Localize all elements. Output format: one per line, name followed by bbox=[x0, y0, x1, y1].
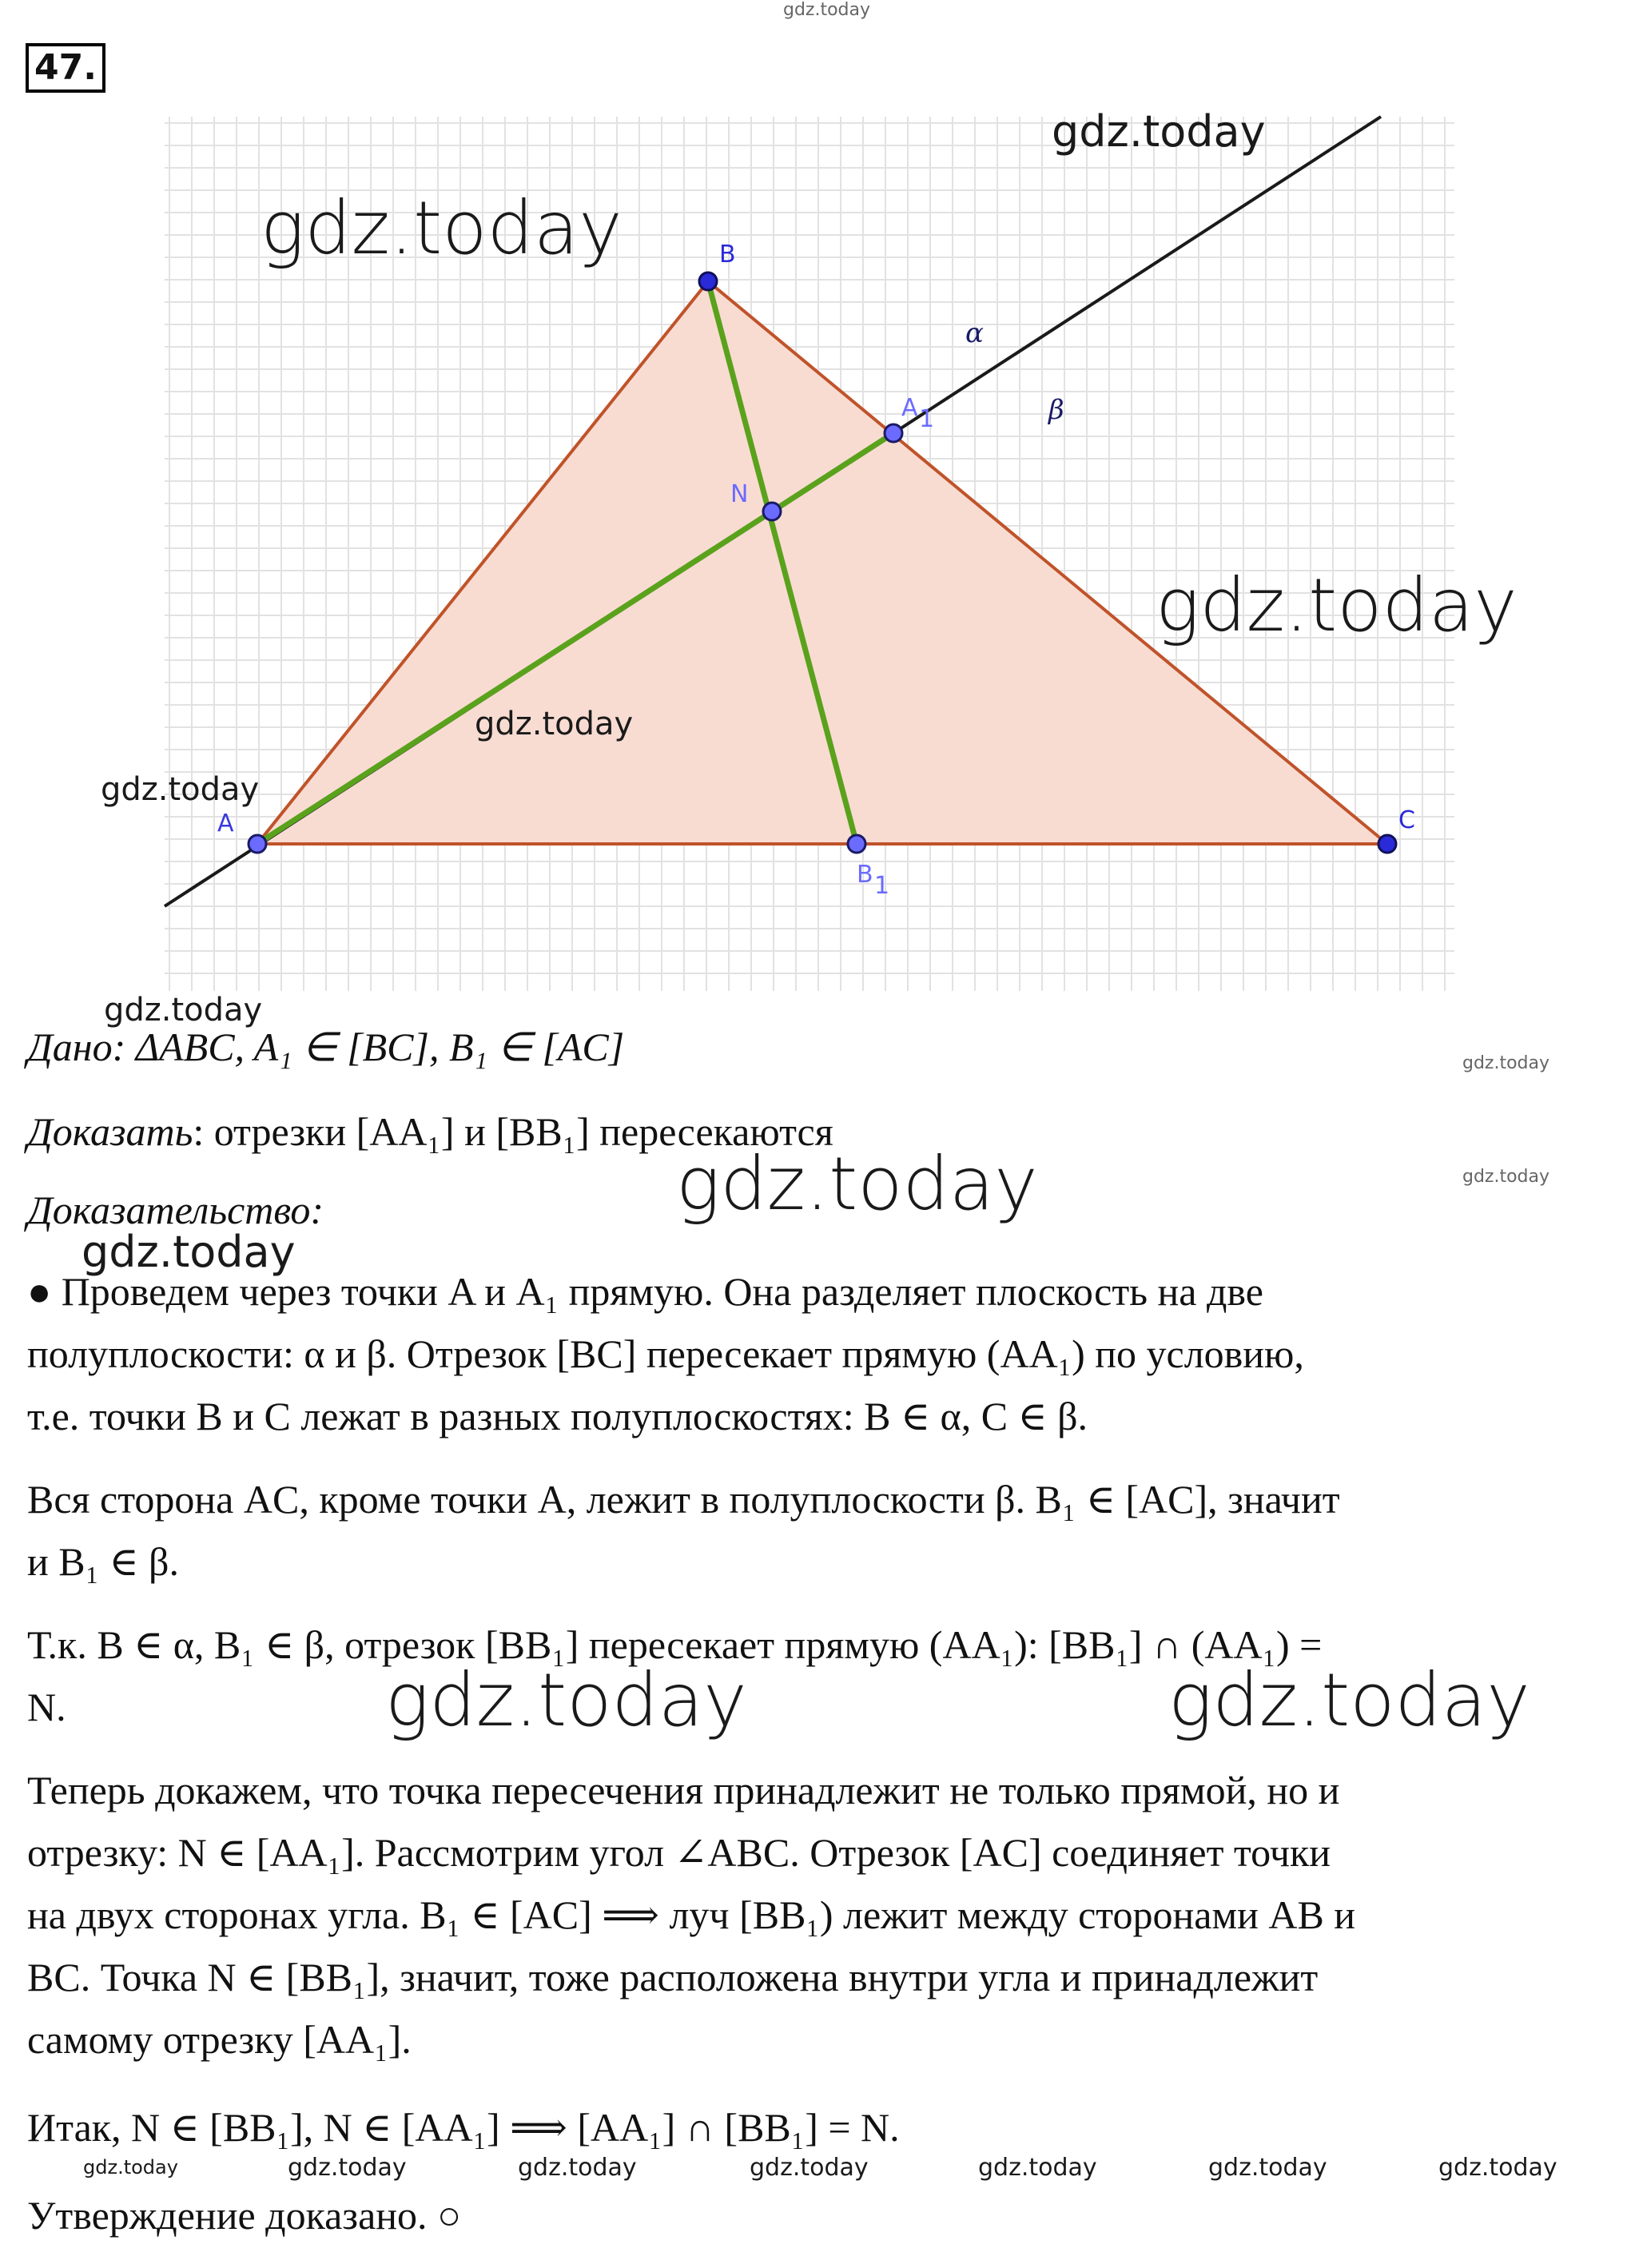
watermark: gdz.today bbox=[783, 0, 871, 20]
para1-line-1: ● Проведем через точки A и A₁ прямую. Она разделяет плоскость на две bbox=[27, 1269, 1263, 1314]
prove-label: Доказать bbox=[27, 1109, 193, 1154]
label-b1-sub: 1 bbox=[874, 872, 890, 900]
para1-line-2: полуплоскости: α и β. Отрезок [BC] пересекает прямую (AA₁) по условию, bbox=[27, 1331, 1304, 1376]
point-a bbox=[249, 835, 266, 853]
para5-line: Итак, N ∈ [BB₁], N ∈ [AA₁] ⟹ [AA₁] ∩ [BB₁] = N. bbox=[27, 2105, 900, 2150]
geometry-figure bbox=[0, 0, 1631, 1007]
watermark: gdz.today bbox=[104, 992, 263, 1029]
watermark: gdz.today bbox=[1208, 2154, 1327, 2182]
watermark: gdz.today bbox=[83, 2156, 178, 2178]
watermark: gdz.today bbox=[750, 2154, 869, 2182]
para3-line-1: Т.к. B ∈ α, B₁ ∈ β, отрезок [BB₁] пересекает прямую (AA₁): [BB₁] ∩ (AA₁) = bbox=[27, 1622, 1323, 1667]
proof-label: Доказательство: bbox=[27, 1188, 324, 1232]
point-n bbox=[763, 503, 781, 520]
watermark: gdz.today bbox=[1462, 1053, 1550, 1073]
para3-line-2: N. bbox=[27, 1685, 66, 1729]
label-beta: β bbox=[1048, 394, 1064, 426]
given-line bbox=[27, 1025, 624, 1071]
para1-line-3: т.е. точки B и C лежат в разных полуплоскостях: B ∈ α, C ∈ β. bbox=[27, 1394, 1088, 1438]
point-a1 bbox=[885, 424, 902, 442]
problem-number: 47. bbox=[26, 43, 105, 93]
label-a1-sub: 1 bbox=[919, 405, 935, 433]
label-a: A bbox=[217, 810, 234, 838]
conclusion: Утверждение доказано. ○ bbox=[27, 2193, 462, 2238]
point-c bbox=[1378, 835, 1396, 853]
watermark: gdz.today bbox=[1438, 2154, 1557, 2182]
watermark: gdz.today bbox=[101, 771, 260, 808]
watermark: gdz.today bbox=[82, 1227, 296, 1277]
given-statement: : ΔABC, A₁ ∈ [BC], B₁ ∈ [AC] bbox=[112, 1025, 625, 1069]
label-c: C bbox=[1398, 806, 1415, 834]
watermark: gdz.today bbox=[1462, 1167, 1550, 1187]
watermark: gdz.today bbox=[475, 706, 634, 742]
para4-line-4: BC. Точка N ∈ [BB₁], значит, тоже расположена внутри угла и принадлежит bbox=[27, 1955, 1319, 1999]
point-b1 bbox=[848, 835, 865, 853]
para4-line-3: на двух сторонах угла. B₁ ∈ [AC] ⟹ луч [BB₁) лежит между сторонами AB и bbox=[27, 1892, 1356, 1937]
para4-line-2: отрезку: N ∈ [AA₁]. Рассмотрим угол ∠ABC. Отрезок [AC] соединяет точки bbox=[27, 1830, 1331, 1875]
watermark: gdz.today bbox=[261, 185, 623, 271]
para2-line-1: Вся сторона AC, кроме точки A, лежит в полуплоскости β. B₁ ∈ [AC], значит bbox=[27, 1477, 1340, 1522]
prove-statement: : отрезки [AA₁] и [BB₁] пересекаются bbox=[193, 1109, 833, 1154]
para4-line-1: Теперь докажем, что точка пересечения принадлежит не только прямой, но и bbox=[27, 1768, 1340, 1812]
point-b bbox=[699, 273, 717, 290]
watermark: gdz.today bbox=[978, 2154, 1097, 2182]
label-n: N bbox=[730, 480, 749, 508]
watermark: gdz.today bbox=[1168, 1657, 1530, 1743]
watermark: gdz.today bbox=[288, 2154, 407, 2182]
watermark: gdz.today bbox=[385, 1657, 747, 1743]
watermark: gdz.today bbox=[676, 1141, 1038, 1227]
watermark: gdz.today bbox=[1156, 563, 1518, 648]
given-label: Дано bbox=[27, 1025, 113, 1069]
para2-line-2: и B₁ ∈ β. bbox=[27, 1539, 179, 1584]
watermark: gdz.today bbox=[518, 2154, 637, 2182]
label-b: B bbox=[719, 241, 736, 269]
watermark: gdz.today bbox=[1052, 106, 1266, 157]
label-b1: B bbox=[857, 861, 873, 889]
label-a1: A bbox=[901, 394, 918, 422]
label-alpha: α bbox=[965, 317, 984, 349]
para4-line-5: самому отрезку [AA₁]. bbox=[27, 2017, 412, 2062]
